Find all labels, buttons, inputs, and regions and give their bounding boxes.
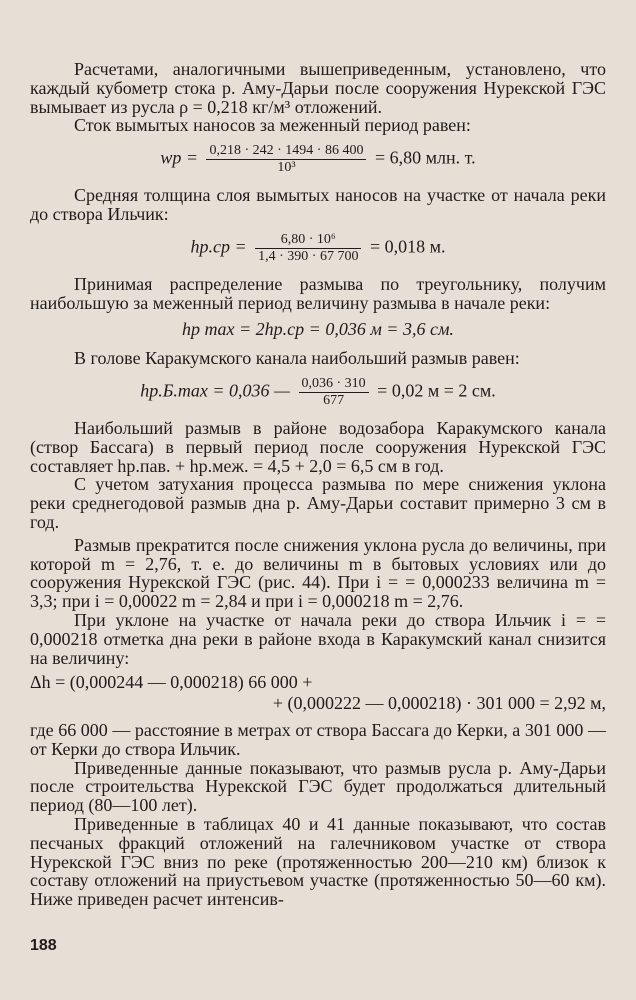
fraction-denominator: 1,4 · 390 · 67 700 <box>258 248 359 264</box>
equation-rhs: = 6,80 млн. т. <box>374 147 476 168</box>
fraction-denominator: 677 <box>323 392 345 408</box>
paragraph: Размыв прекратится после снижения уклона русла до величины, при которой m = 2,76, т. е. до величины m в бытовых условиях или до сооружения Нурекской ГЭС (рис. 44). При i = = 0,000233 величина m = 3,3; при i = 0,00022 m = 2,84 и при i = 0,000218 m = 2,76. <box>30 534 606 612</box>
fraction <box>255 232 361 265</box>
equation-rhs: = 0,02 м = 2 см. <box>377 380 496 401</box>
paragraph: Сток вымытых наносов за меженный период равен: <box>74 115 471 136</box>
fraction <box>299 376 369 409</box>
page-body <box>30 60 606 909</box>
paragraph: Приведенные данные показывают, что размыв русла р. Аму-Дарьи после строительства Нурекской ГЭС будет продолжаться длительный период (80—100 лет). <box>30 757 606 816</box>
equation-h-p-sr <box>30 232 606 265</box>
paragraph: Наибольший размыв в районе водозабора Каракумского канала (створ Бассага) в первый период после сооружения Нурекской ГЭС составляет hр.пав. + hр.меж. = 4,5 + 2,0 = 6,5 см в год. <box>30 417 606 476</box>
equation-h-p-b-max <box>30 376 606 409</box>
equation-rhs: = 0,018 м. <box>369 236 446 257</box>
paragraph: Расчетами, аналогичными вышеприведенным, установлено, что каждый кубометр стока р. Аму-Дарьи после сооружения Нурекской ГЭС вымывает из русла ρ = 0,218 кг/м³ отложений. <box>30 59 606 117</box>
equation-lhs: hр.Б.max = 0,036 — <box>140 380 290 401</box>
equation-delta-h-line2: + (0,000222 — 0,000218) · 301 000 = 2,92 м, <box>272 693 606 714</box>
fraction-numerator: 6,80 · 10⁶ <box>255 232 361 249</box>
equation-w-p <box>30 143 606 176</box>
page-number: 188 <box>30 937 57 954</box>
paragraph: где 66 000 — расстояние в метрах от створа Бассага до Керки, а 301 000 — от Керки до створа Ильчик. <box>30 719 606 759</box>
paragraph: Приведенные в таблицах 40 и 41 данные показывают, что состав песчаных фракций отложений на галечниковом участке от створа Нурекской ГЭС вниз по реке (протяженностью 200—210 км) близок к составу отложений на приустьевом участке (протяженностью 50—60 км). Ниже приведен расчет интенсив- <box>30 813 606 910</box>
fraction-numerator: 0,036 · 310 <box>299 376 369 393</box>
equation-lhs: wр = <box>160 147 198 168</box>
equation-delta-h-line1: Δh = (0,000244 — 0,000218) 66 000 + <box>30 672 313 693</box>
fraction-denominator: 10³ <box>277 160 296 176</box>
paragraph: В голове Каракумского канала наибольший размыв равен: <box>74 348 520 369</box>
fraction <box>206 143 366 176</box>
paragraph: Принимая распределение размыва по треугольнику, получим наибольшую за меженный период величину размыва в начале реки: <box>30 273 606 313</box>
equation-lhs: hр.ср = <box>190 236 247 257</box>
paragraph: Средняя толщина слоя вымытых наносов на участке от начала реки до створа Ильчик: <box>30 185 606 224</box>
fraction-numerator: 0,218 · 242 · 1494 · 86 400 <box>206 143 366 160</box>
paragraph: С учетом затухания процесса размыва по мере снижения уклона реки среднегодовой размыв дна р. Аму-Дарьи составит примерно 3 см в год. <box>30 474 606 532</box>
equation-h-p-max: hр max = 2hр.ср = 0,036 м = 3,6 см. <box>182 319 454 340</box>
paragraph: При уклоне на участке от начала реки до створа Ильчик i = = 0,000218 отметка дна реки в районе входа в Каракумский канал снизится на величину: <box>30 609 606 668</box>
